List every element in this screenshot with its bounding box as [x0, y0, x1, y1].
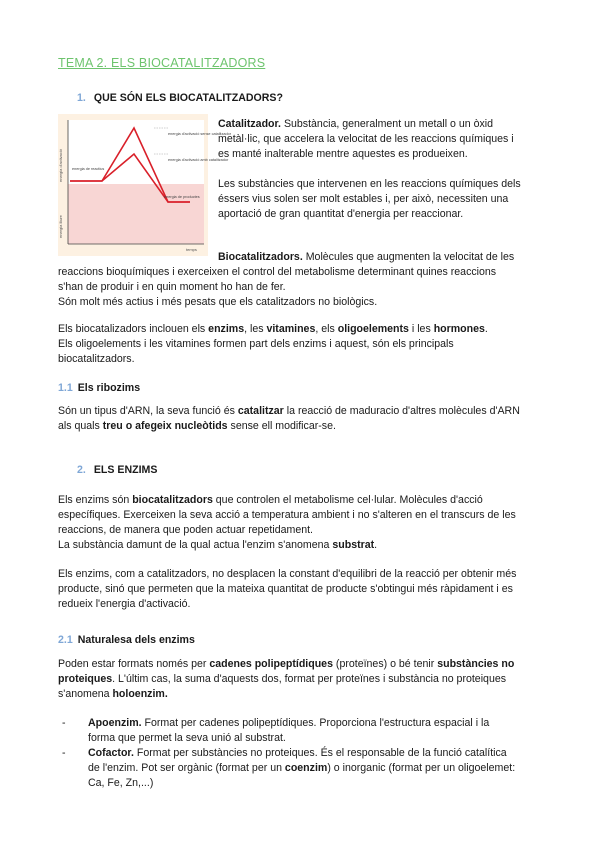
subsection-number: 2.1: [58, 634, 73, 646]
text-line: reaccions bioquímiques i exerceixen el control del metabolisme determinant quines reaccions: [58, 266, 497, 278]
naturalesa-paragraph: [58, 657, 544, 702]
text: ) o inorganic (format per un oligoelemet:: [327, 762, 516, 774]
x-axis-label: temps: [186, 247, 197, 252]
subsection-title: Naturalesa dels enzims: [77, 634, 195, 646]
text-line: específiques. Exerceixen la seva acció a temperatura ambient i no s'alteren en el transcurs de les: [58, 509, 516, 521]
subsection-heading-naturalesa: [58, 634, 195, 646]
bold-term: proteiques: [58, 673, 113, 685]
bold-term: hormones: [433, 323, 485, 335]
text-line: éssers vius solen ser molt estables i, per això, necessiten una: [218, 193, 509, 205]
bold-term: enzims: [208, 323, 245, 335]
text-line: reaccions, de manera que poden actuar repetidament.: [58, 524, 314, 536]
text: s'anomena: [58, 688, 113, 700]
label-products: energia de productes: [164, 195, 200, 199]
label-with-catalyst: energia d'activació amb catalitzador: [168, 158, 229, 162]
text: que controlen el metabolisme cel·lular. Molècules d'acció: [212, 494, 483, 506]
bold-term: Apoenzim.: [88, 717, 142, 729]
subsection-number: 1.1: [58, 382, 73, 394]
text: .: [484, 323, 488, 335]
bold-term: biocatalitzadors: [132, 494, 213, 506]
section-number: 1.: [77, 92, 86, 104]
energy-diagram: [58, 114, 231, 256]
energy-diagram-svg: [58, 114, 231, 256]
text: (proteïnes) o bé tenir: [332, 658, 438, 670]
enzyme-components-list: [58, 716, 548, 791]
text: Format per substàncies no proteiques. És el responsable de la funció catalítica: [133, 747, 507, 759]
activation-energy-band: [68, 120, 204, 184]
text: als quals: [58, 420, 103, 432]
text: Són un tipus d'ARN, la seva funció és: [58, 405, 238, 417]
text-line: Són molt més actius i més pesats que els catalitzadors no biològics.: [58, 296, 378, 308]
text-line: es manté inalterable mentre aquestes es produeixen.: [218, 148, 468, 160]
text: forma que permet la seva unió al substrat.: [88, 732, 286, 744]
text: La substància damunt de la qual actua l'enzim s'anomena: [58, 539, 333, 551]
text: Molècules que augmenten la velocitat de les: [302, 251, 515, 263]
text-line: producte, sinó que permeten que la mateixa quantitat de producte s'obtingui més ràpidament i es: [58, 583, 513, 595]
enzims-paragraph: [58, 493, 544, 553]
text: .: [374, 539, 378, 551]
list-item-cofactor: [58, 746, 548, 791]
y-axis-top-label: energia d'activació: [58, 148, 63, 182]
text-line: redueix l'energia d'activació.: [58, 598, 191, 610]
list-item-apoenzim: [58, 716, 548, 746]
text-line: Els enzims, com a catalitzadors, no desplacen la constant d'equilibri de la reacció per obtenir més: [58, 568, 517, 580]
catalitzador-paragraph: [218, 117, 548, 162]
text-line: biocatalitzadors.: [58, 353, 135, 365]
text-line: metàl·lic, que accelera la velocitat de les reaccions químiques i: [218, 133, 514, 145]
label-reactants: energia de reactius: [72, 167, 105, 171]
section-title: QUE SÓN ELS BIOCATALITZADORS?: [93, 92, 283, 104]
text-line: Els oligoelements i les vitamines formen part dels enzims i aquest, són els principals: [58, 338, 454, 350]
ribozims-paragraph: [58, 404, 544, 434]
bold-term: holoenzim.: [112, 688, 168, 700]
text: la reacció de maduracio d'altres molècules d'ARN: [283, 405, 520, 417]
text: i les: [408, 323, 434, 335]
bold-term: oligoelements: [337, 323, 409, 335]
subsection-title: Els ribozims: [77, 382, 141, 394]
bold-term: substrat: [332, 539, 375, 551]
label-without-catalyst: energia d'activació sense catalitzador: [168, 132, 231, 136]
inclouen-paragraph: [58, 322, 544, 367]
free-energy-band: [68, 184, 204, 244]
substancies-paragraph: [218, 177, 548, 222]
bold-term: substàncies no: [437, 658, 515, 670]
document-title: TEMA 2. ELS BIOCATALITZADORS: [58, 56, 266, 70]
section-title: ELS ENZIMS: [93, 464, 158, 476]
text: Substància, generalment un metall o un òxid: [281, 118, 494, 130]
text: Els enzims són: [58, 494, 133, 506]
text: de l'enzim. Pot ser orgànic (format per un: [88, 762, 285, 774]
bold-term: catalitzar: [237, 405, 284, 417]
bold-term: cadenes polipeptídiques: [209, 658, 333, 670]
equilibri-paragraph: [58, 567, 544, 612]
text-line: Les substàncies que intervenen en les reaccions químiques dels: [218, 178, 521, 190]
text: Els biocatalizadors inclouen els: [58, 323, 209, 335]
section-number: 2.: [77, 464, 86, 476]
text: Poden estar formats només per: [58, 658, 210, 670]
bold-term: Cofactor.: [88, 747, 134, 759]
text: . L'últim cas, la suma d'aquests dos, format per proteïnes i substància no proteiques: [112, 673, 507, 685]
section-heading-2: [77, 464, 157, 476]
text: Ca, Fe, Zn,...): [88, 777, 154, 789]
text-line: aportació de gran quantitat d'energia per reaccionar.: [218, 208, 464, 220]
y-axis-bottom-label: energia lliure: [58, 215, 63, 238]
text: , els: [315, 323, 338, 335]
term: Catalitzador.: [218, 118, 281, 130]
text: , les: [244, 323, 267, 335]
bold-term: coenzim: [284, 762, 328, 774]
biocatalitzadors-paragraph: [58, 250, 544, 310]
term: Biocatalitzadors.: [218, 251, 303, 263]
text: sense ell modificar-se.: [227, 420, 336, 432]
bold-term: treu o afegeix nucleòtids: [102, 420, 228, 432]
text: Format per cadenes polipeptídiques. Proporciona l'estructura espacial i la: [141, 717, 490, 729]
subsection-heading-ribozims: [58, 382, 140, 394]
text-line: s'han de produir i en quin moment ho han de fer.: [58, 281, 286, 293]
bold-term: vitamines: [266, 323, 316, 335]
section-heading-1: [77, 92, 283, 104]
